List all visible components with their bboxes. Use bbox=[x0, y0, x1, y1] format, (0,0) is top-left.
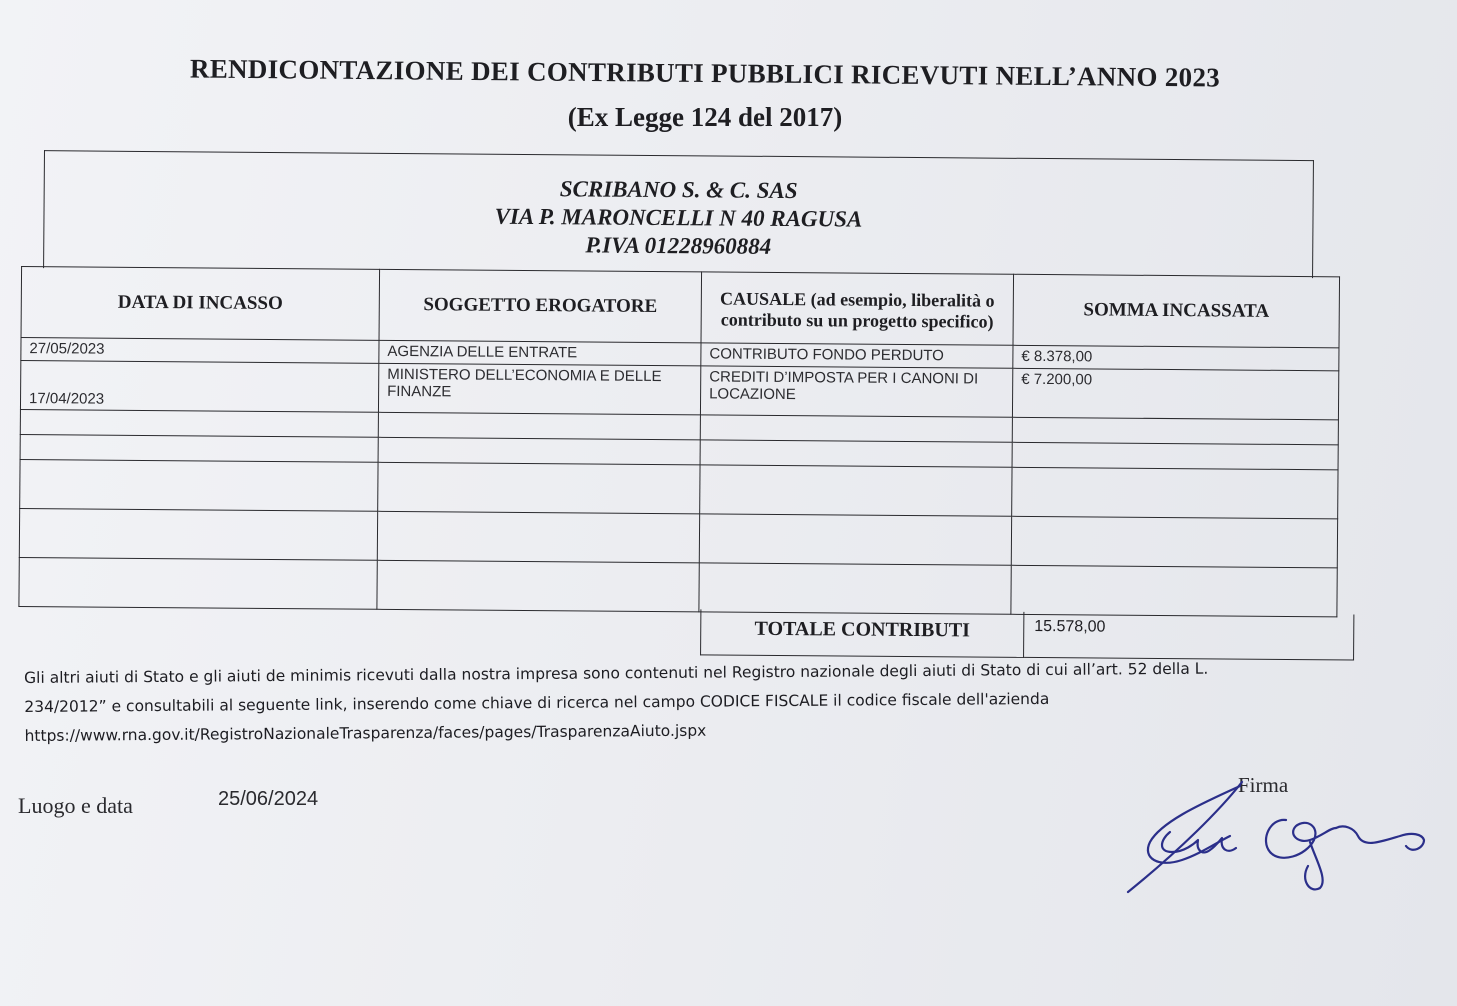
signature-label: Firma bbox=[1238, 773, 1289, 797]
company-vat: P.IVA 01228960884 bbox=[585, 232, 772, 259]
column-header-date: DATA DI INCASSO bbox=[21, 267, 380, 341]
company-header bbox=[43, 150, 1314, 278]
table-row-empty bbox=[19, 557, 1337, 616]
contributions-table bbox=[18, 266, 1340, 617]
document-subtitle: (Ex Legge 124 del 2017) bbox=[567, 102, 843, 132]
document-title: RENDICONTAZIONE DEI CONTRIBUTI PUBBLICI RICEVUTI NELL’ANNO 2023 bbox=[189, 53, 1221, 93]
cell-date: 17/04/2023 bbox=[20, 360, 378, 412]
total-value: 15.578,00 bbox=[1024, 612, 1354, 661]
column-header-amount: SOMMA INCASSATA bbox=[1013, 274, 1340, 348]
cell-reason: CONTRIBUTO FONDO PERDUTO bbox=[701, 343, 1013, 368]
cell-amount: € 7.200,00 bbox=[1012, 368, 1338, 420]
cell-amount: € 8.378,00 bbox=[1013, 345, 1339, 371]
table-header-row bbox=[21, 267, 1340, 348]
handwritten-signature bbox=[1110, 770, 1440, 910]
note-line: 234/2012” e consultabili al seguente link, inserendo come chiave di ricerca nel campo CODICE FISCALE il codice fiscale dell'azienda bbox=[24, 689, 1050, 716]
company-name: SCRIBANO S. & C. SAS bbox=[559, 176, 798, 204]
cell-provider: MINISTERO DELL’ECONOMIA E DELLE FINANZE bbox=[378, 363, 700, 415]
note-line: Gli altri aiuti di Stato e gli aiuti de minimis ricevuti dalla nostra impresa sono contenuti nel Registro nazionale degli aiuti di Stato di cui all’art. 52 della L. bbox=[24, 659, 1209, 687]
column-header-reason: CAUSALE (ad esempio, liberalità o contributo su un progetto specifico) bbox=[701, 272, 1014, 345]
note-link: https://www.rna.gov.it/RegistroNazionaleTrasparenza/faces/pages/TrasparenzaAiuto.jspx bbox=[24, 721, 707, 745]
state-aid-note bbox=[24, 654, 1325, 751]
cell-reason: CREDITI D’IMPOSTA PER I CANONI DI LOCAZIONE bbox=[700, 366, 1012, 417]
total-label: TOTALE CONTRIBUTI bbox=[700, 609, 1024, 658]
total-row bbox=[700, 609, 1354, 660]
column-header-provider: SOGGETTO EROGATORE bbox=[379, 269, 702, 343]
place-date-label: Luogo e data bbox=[18, 793, 133, 818]
signature-date: 25/06/2024 bbox=[218, 788, 319, 810]
contributions-form bbox=[18, 150, 1352, 660]
cell-date: 27/05/2023 bbox=[21, 337, 379, 363]
company-address: VIA P. MARONCELLI N 40 RAGUSA bbox=[494, 203, 863, 232]
cell-provider: AGENZIA DELLE ENTRATE bbox=[379, 340, 701, 366]
